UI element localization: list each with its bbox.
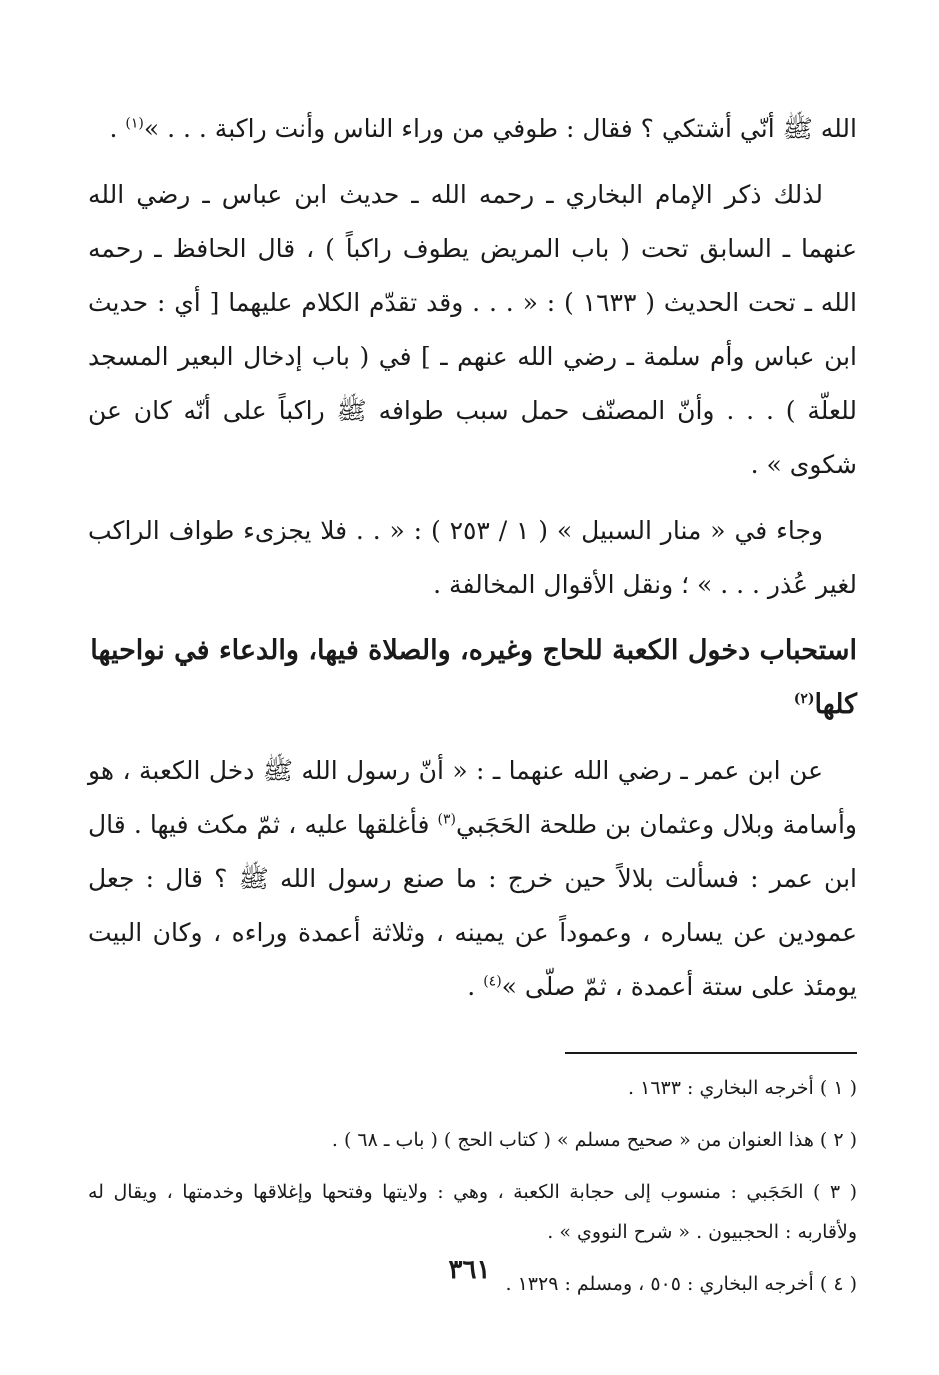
paragraph-text: الله ﷺ أنّي أشتكي ؟ فقال : طوفي من وراء الناس وأنت راكبة . . . » xyxy=(143,114,857,143)
footnote-1: ( ١ ) أخرجه البخاري : ١٦٣٣ . xyxy=(628,1077,857,1099)
footnote-separator xyxy=(565,1052,857,1054)
footnote-ref-3[interactable]: (٣) xyxy=(437,811,456,828)
section-heading xyxy=(88,624,857,732)
paragraph-end: . xyxy=(109,114,118,143)
footnote-ref-1[interactable]: (١) xyxy=(125,115,144,132)
paragraph-manar-al-sabil: وجاء في « منار السبيل » ( ١ / ٢٥٣ ) : « . . فلا يجزىء طواف الراكب لغير عُذر . . . » ؛ ونقل الأقوال المخالفة . xyxy=(88,516,857,599)
paragraph-continuation xyxy=(88,102,857,156)
paragraph-bukhari: لذلك ذكر الإمام البخاري ـ رحمه الله ـ حديث ابن عباس ـ رضي الله عنهما ـ السابق تحت ( باب المريض يطوف راكباً ) ، قال الحافظ ـ رحمه الله ـ تحت الحديث ( ١٦٣٣ ) : « . . . وقد تقدّم الكلام عليهما [ أي : حديث ابن عباس وأم سلمة ـ رضي الله عنهم ـ ] في ( باب إدخال البعير المسجد للعلّة ) . . . وأنّ المصنّف حمل سبب طوافه ﷺ راكباً على أنّه كان عن شكوى » . xyxy=(88,180,857,479)
footnote-3: ( ٣ ) الحَجَبي : منسوب إلى حجابة الكعبة ، وهي : ولايتها وفتحها وإغلاقها وخدمتها ، ويقال له ولأقاربه : الحجبيون . « شرح النووي » . xyxy=(88,1181,857,1243)
paragraph-text: عن ابن عمر ـ رضي الله عنهما ـ : « أنّ رسول الله ﷺ دخل الكعبة ، هو وأسامة وبلال وعثمان بن طلحة الحَجَبي xyxy=(88,756,857,839)
page-number: ٣٦١ xyxy=(448,1255,491,1285)
footnote-2: ( ٢ ) هذا العنوان من « صحيح مسلم » ( كتاب الحج ) ( باب ـ ٦٨ ) . xyxy=(331,1129,857,1151)
footnote-4: ( ٤ ) أخرجه البخاري : ٥٠٥ ، ومسلم : ١٣٢٩ . xyxy=(505,1273,857,1295)
paragraph-end: . xyxy=(467,972,476,1001)
footnote-separator-wrap xyxy=(88,1026,857,1068)
paragraph-hadith-ibn-umar xyxy=(88,744,857,1014)
footnote-ref-4[interactable]: (٤) xyxy=(483,973,502,990)
section-heading-text: استحباب دخول الكعبة للحاج وغيره، والصلاة فيها، والدعاء في نواحيها كلها xyxy=(90,635,857,720)
paragraph-text: فأغلقها عليه ، ثمّ مكث فيها . قال ابن عمر : فسألت بلالاً حين خرج : ما صنع رسول الله ﷺ ؟ قال : جعل عمودين عن يساره ، وعموداً عن يمينه ، وثلاثة أعمدة وراءه ، وكان البيت يومئذ على ستة أعمدة ، ثمّ صلّى » xyxy=(88,810,857,1001)
footnote-ref-2[interactable]: (٢) xyxy=(793,691,815,707)
